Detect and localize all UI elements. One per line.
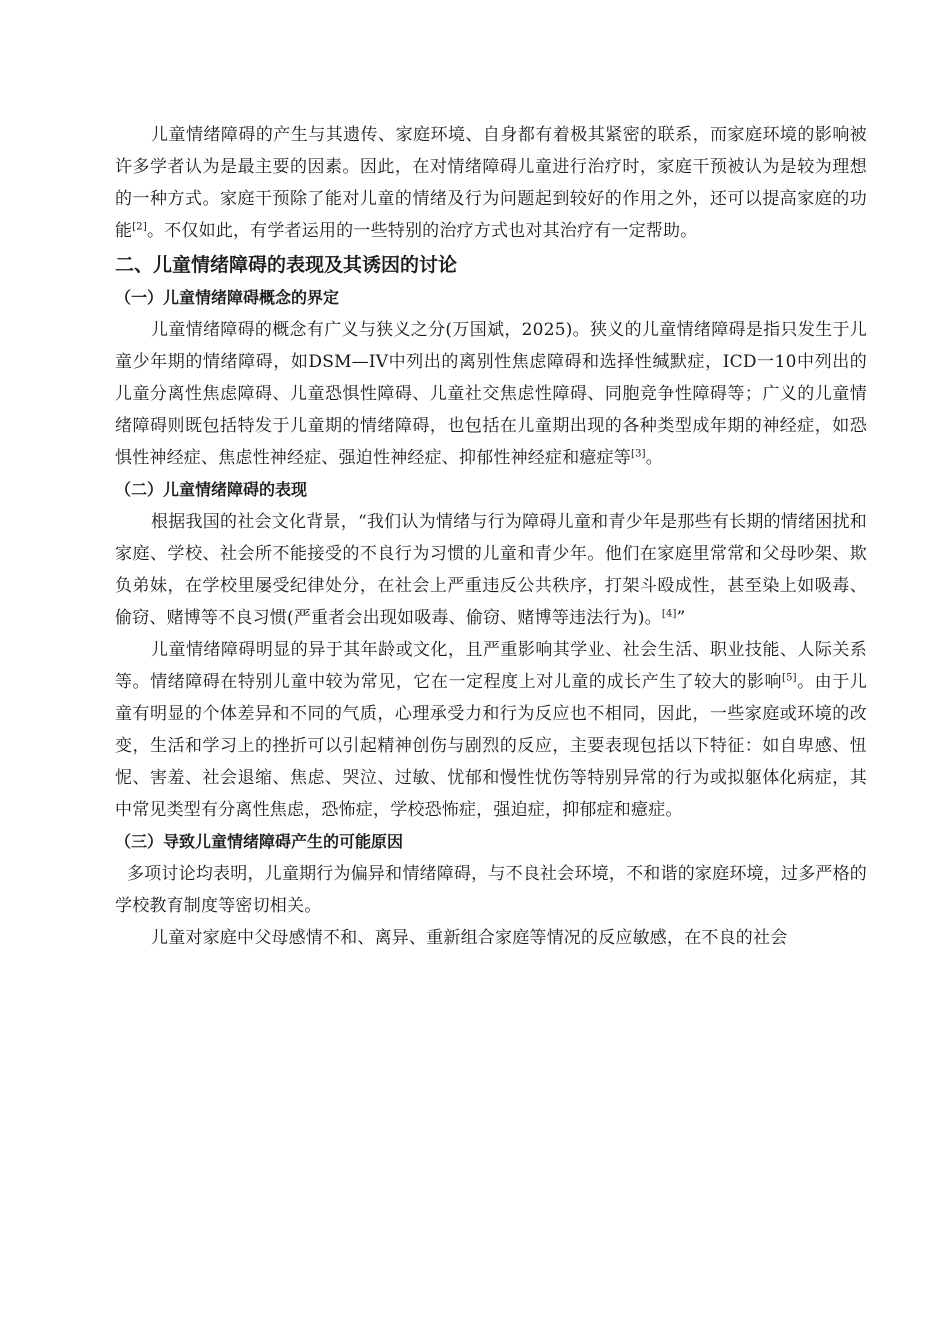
- citation-ref: [2]: [132, 221, 147, 233]
- causes-paragraph-1: 多项讨论均表明，儿童期行为偏异和情绪障碍，与不良社会环境，不和谐的家庭环境，过多严格的学校教育制度等密切相关。: [115, 864, 867, 916]
- concept-paragraph: 儿童情绪障碍的概念有广义与狭义之分(万国斌，2025)。狭义的儿童情绪障碍是指只发生于儿童少年期的情绪障碍，如DSM—IV中列出的离别性焦虑障碍和选择性缄默症，ICD一10中列出的儿童分离性焦虑障碍、儿童恐惧性障碍、儿童社交焦虑性障碍、同胞竞争性障碍等；广义的儿童情绪障碍则既包括特发于儿童期的情绪障碍，也包括在儿童期出现的各种类型成年期的神经症，如恐惧性神经症、焦虑性神经症、强迫性神经症、抑郁性神经症和癔症等[3]。: [115, 320, 867, 468]
- section-heading: 二、儿童情绪障碍的表现及其诱因的讨论: [115, 254, 458, 276]
- subsection-heading-2: （二）儿童情绪障碍的表现: [115, 480, 308, 499]
- manifestation-paragraph-2: 儿童情绪障碍明显的异于其年龄或文化，且严重影响其学业、社会生活、职业技能、人际关系等。情绪障碍在特别儿童中较为常见，它在一定程度上对儿童的成长产生了较大的影响[5]。由于儿童有明显的个体差异和不同的气质，心理承受力和行为反应也不相同，因此，一些家庭或环境的改变，生活和学习上的挫折可以引起精神创伤与剧烈的反应，主要表现包括以下特征：如自卑感、忸怩、害羞、社会退缩、焦虑、哭泣、过敏、忧郁和慢性忧伤等特别异常的行为或拟躯体化病症，其中常见类型有分离性焦虑，恐怖症，学校恐怖症，强迫症，抑郁症和癔症。: [115, 640, 867, 820]
- citation-ref: [5]: [782, 672, 797, 684]
- intro-paragraph: 儿童情绪障碍的产生与其遗传、家庭环境、自身都有着极其紧密的联系，而家庭环境的影响被许多学者认为是最主要的因素。因此，在对情绪障碍儿童进行治疗时，家庭干预被认为是较为理想的一种方式。家庭干预除了能对儿童的情绪及行为问题起到较好的作用之外，还可以提高家庭的功能[2]。不仅如此，有学者运用的一些特别的治疗方式也对其治疗有一定帮助。: [115, 125, 867, 241]
- document-body: [115, 119, 867, 954]
- subsection-heading-1: （一）儿童情绪障碍概念的界定: [115, 288, 340, 307]
- causes-paragraph-2: 儿童对家庭中父母感情不和、离异、重新组合家庭等情况的反应敏感，在不良的社会: [151, 928, 788, 948]
- subsection-heading-3: （三）导致儿童情绪障碍产生的可能原因: [115, 832, 404, 851]
- citation-ref: [3]: [631, 448, 646, 460]
- manifestation-paragraph-1: 根据我国的社会文化背景，“我们认为情绪与行为障碍儿童和青少年是那些有长期的情绪困扰和家庭、学校、社会所不能接受的不良行为习惯的儿童和青少年。他们在家庭里常常和父母吵架、欺负弟妹，在学校里屡受纪律处分，在社会上严重违反公共秩序，打架斗殴成性，甚至染上如吸毒、偷窃、赌博等不良习惯(严重者会出现如吸毒、偷窃、赌博等违法行为)。[4]”: [115, 512, 867, 628]
- citation-ref: [4]: [661, 608, 677, 620]
